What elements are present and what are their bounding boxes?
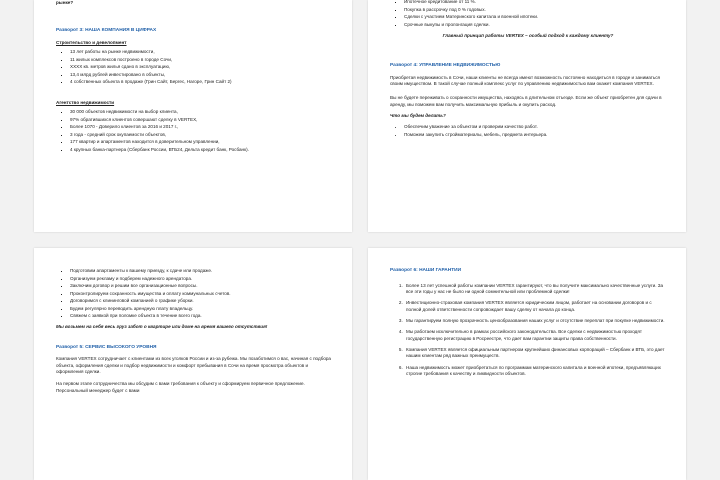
list-item: 5. Компания VERTEX является официальным партнером крупнейших финансовых корпораций – Сбербанк и ВТБ, это дает нашим клиентам ряд важных преимуществ. <box>404 347 666 360</box>
list-item: ▪ 13 лет работы на рынке недвижимости, <box>70 49 332 55</box>
page1-top-fragment: рынке? <box>56 0 74 5</box>
list-item: ▪ XXXX кв. метров жилья сдано в эксплуатацию, <box>70 64 332 70</box>
list-item: ▪ Организуем рекламу и подберем надежного арендатора. <box>70 276 332 282</box>
list-item: • Поможем закупить стройматериалы, мебель, предмета интерьера. <box>404 132 666 138</box>
list-item: ▪ Срочные выкупы и пролонгация сделки. <box>404 22 666 28</box>
list-item: ▪ 4 собственных объекта в продаже (Грин Сайт, Бергес, Нагоре, Грин Сайт 2) <box>70 79 332 85</box>
construction-list <box>56 49 332 85</box>
document-page-1 <box>34 0 352 232</box>
list-item: ▪ Ипотечное кредитование от 11 %. <box>404 0 666 5</box>
paragraph: Вы не будете переживать о сохранности имущества, находясь в длительном отъезде. Если же объект приобретен для сдачи в аренду, мы поможем вам получить максимальную прибыль и окупить расход. <box>390 95 662 107</box>
paragraph: Приобретая недвижимость в Сочи, наши клиенты не всегда имеют возможность постоянно находиться в городе и заниматься своим имуществом. В такой случае полный комплекс услуг по управлению недвижимостью вам окажет компания VERTEX. <box>390 74 661 87</box>
list-item: ▪ Будем регулярно переводить арендную плату владельцу. <box>70 306 332 312</box>
guarantees-list <box>390 283 666 378</box>
section-heading-5: Разворот 5: СЕРВИС ВЫСОКОГО УРОВНЯ <box>56 344 157 350</box>
list-item: 6. Наша недвижимость может приобретаться по программам материнского капитала и военной ипотеки, предъявляющих строгие требования к качеству и ликвидности объектов. <box>404 365 666 378</box>
section-heading-3: Разворот 3: НАША КОМПАНИЯ В ЦИФРАХ <box>56 28 157 34</box>
list-item: ▪ 177 квартир и апартаментов находится в доверительном управлении, <box>70 139 332 145</box>
list-item: 3. Мы гарантируем полную прозрачность ценообразования наших услуг и отсутствие переплат при покупке недвижимости. <box>404 318 666 324</box>
list-item: 1. Более 13 лет успешной работы компании VERTEX гарантируют, что вы получите максимально качественные услуги. За все эти годы у нас не было ни одной сомнительной или проблемной сделки! <box>404 283 666 296</box>
question-heading: Что мы будем делать? <box>390 113 446 119</box>
list-item: ▪ Проконтролируем сохранность имущества и оплату коммунальных счетов. <box>70 291 332 297</box>
paragraph: Компания VERTEX сотрудничает с клиентами из всех уголков России и из-за рубежа. Мы позаботимся о вас, начиная с подбора объекта, оформления сделки и подбор недвижимости и комфорт пребывания в Сочи на время просмотра объектов и оформления сделки. <box>56 356 331 375</box>
subheading-construction: Строительство и девелопмент <box>56 39 127 45</box>
list-item: ▪ 13,4 млрд рублей инвестировано в объекты, <box>70 72 332 78</box>
list-item: ▪ Покупка в рассрочку под 0 % годовых. <box>404 7 666 13</box>
list-item: ▪ 97% обратившихся клиентов совершают сделку в VERTEX, <box>70 117 332 123</box>
list-item: ▪ 11 жилых комплексов построено в городе Сочи, <box>70 57 332 63</box>
list-item: ▪ Свяжем с заявкой при поломке объекта в течение всего года. <box>70 313 332 319</box>
section-heading-6: Разворот 6: НАШИ ГАРАНТИИ <box>390 268 462 273</box>
list-item: • Обеспечим уважение за объектом и проверим качество работ. <box>404 124 666 130</box>
list-item: ▪ 4 крупных банка-партнера (Сбербанк России, ВТБ24, Дельта кредит банк, Росбанк). <box>70 147 332 153</box>
list-item: ▪ Сделки с участием Материнского капитала и военной ипотеки. <box>404 14 666 20</box>
paragraph: На первом этапе сотрудничества мы обсудим с вами требования к объекту и сформируем первичное предложение. Персональный менеджер будет с вами <box>56 381 305 393</box>
document-page-2 <box>368 0 686 232</box>
list-item: ▪ Заключим договор и решим все организационные вопросы. <box>70 283 332 289</box>
document-page-4 <box>368 248 686 480</box>
list-item: 4. Мы работаем исключительно в рамках российского законодательства. Все сделки с недвижимостью проходят государственную регистрацию в Росреестре, что дает вам гарантии защиты права собственности. <box>404 329 666 342</box>
management-list <box>56 268 332 319</box>
main-principle: Главный принцип работы VERTEX – особый подход к каждому клиенту? <box>442 32 614 38</box>
services-list <box>390 0 666 28</box>
section-heading-4: Разворот 4: УПРАВЛЕНИЕ НЕДВИЖИМОСТЬЮ <box>390 63 501 69</box>
list-item: 2. Инвестиционно-страховая компания VERTEX является юридическим лицом, работает на основании договоров и с полной долей ответственности сопровождает вашу сделку от начала до конца. <box>404 300 666 313</box>
list-item: ▪ Более 1070 - Доверило клиентов за 2016 и 2017 г., <box>70 124 332 130</box>
list-item: ▪ 3 года - средний срок окупаемости объектов, <box>70 132 332 138</box>
subheading-agency: Агентство недвижимости <box>56 99 115 105</box>
document-page-3 <box>34 248 352 480</box>
list-item: ▪ 30 000 объектов недвижимости на выбор клиента, <box>70 109 332 115</box>
agency-list <box>56 109 332 153</box>
list-item: ▪ Договоримся с клининговой компанией о графике уборки. <box>70 298 332 304</box>
list-item: ▪ Подготовим апартаменты к вашему приезду, к сдаче или продаже. <box>70 268 332 274</box>
actions-list <box>390 124 666 138</box>
care-statement: Мы возьмем на себя весь груз забот о квартире или доме на время вашего отсутствия! <box>56 324 268 330</box>
